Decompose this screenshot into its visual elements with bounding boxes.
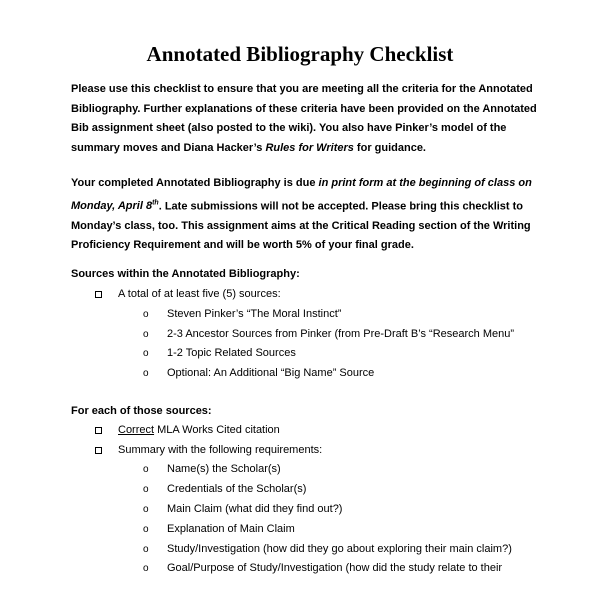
checklist-item[interactable] [95, 424, 280, 436]
checkbox[interactable] [95, 291, 102, 298]
section-heading-each-source: For each of those sources: [71, 405, 212, 417]
intro-text-end: for guidance. [353, 141, 426, 154]
bullet-icon: o [143, 308, 149, 320]
list-item [143, 562, 502, 574]
bullet-icon: o [143, 328, 149, 340]
list-item [143, 463, 281, 475]
checkbox[interactable] [95, 447, 102, 454]
bullet-icon: o [143, 483, 149, 495]
list-item-label: Credentials of the Scholar(s) [167, 483, 307, 495]
book-title: Rules for Writers [265, 141, 354, 154]
list-item-label: Goal/Purpose of Study/Investigation (how did the study relate to their [167, 562, 503, 574]
underlined-word: Correct [118, 424, 155, 436]
intro-paragraph-2 [71, 174, 541, 256]
bullet-icon: o [143, 562, 149, 574]
due-date-text: in print form at the beginning of class on Monday, April 8 [71, 177, 532, 213]
checklist-label: Summary with the following requirements: [118, 444, 323, 456]
list-item-label: Steven Pinker’s “The Moral Instinct” [167, 308, 342, 320]
bullet-icon: o [143, 543, 149, 555]
list-item-label: Explanation of Main Claim [167, 523, 295, 535]
checklist-label-rest: MLA Works Cited citation [154, 424, 280, 436]
list-item [143, 328, 514, 340]
list-item-label: 2-3 Ancestor Sources from Pinker (from Pre-Draft B’s “Research Menu” [167, 328, 515, 340]
list-item-label: 1-2 Topic Related Sources [167, 347, 296, 359]
date-suffix: th [152, 199, 159, 207]
list-item [143, 483, 306, 495]
intro-paragraph-1 [71, 80, 541, 158]
bullet-icon: o [143, 523, 149, 535]
bullet-icon: o [143, 463, 149, 475]
bullet-icon: o [143, 347, 149, 359]
list-item [143, 367, 374, 379]
list-item [143, 308, 341, 320]
page-title: Annotated Bibliography Checklist [146, 42, 454, 66]
list-item-label: Study/Investigation (how did they go about exploring their main claim?) [167, 543, 512, 555]
bullet-icon: o [143, 503, 149, 515]
checkbox[interactable] [95, 427, 102, 434]
checklist-item[interactable] [95, 288, 281, 300]
intro-text: Please use this checklist to ensure that you are meeting all the criteria for the Annotated Bibliography. Further explanations of these criteria have been provided on the Annotated Bib assignment sheet (also posted to the wiki). You also have Pinker’s model of the summary moves and Diana Hacker’s [71, 83, 537, 154]
checklist-label: A total of at least five (5) sources: [118, 288, 281, 300]
list-item-label: Main Claim (what did they find out?) [167, 503, 343, 515]
due-text-end: . Late submissions will not be accepted. Please bring this checklist to Monday’s class, too. This assignment aims at the Critical Reading section of the Writing Proficiency Requirement and will be worth 5% of your final grade. [71, 200, 531, 252]
list-item-label: Name(s) the Scholar(s) [167, 463, 281, 475]
checklist-item[interactable] [95, 444, 322, 456]
list-item [143, 347, 296, 359]
list-item [143, 523, 295, 535]
list-item [143, 503, 342, 515]
section-heading-sources: Sources within the Annotated Bibliography: [71, 268, 300, 280]
due-text: Your completed Annotated Bibliography is due [71, 177, 319, 189]
bullet-icon: o [143, 367, 149, 379]
list-item-label: Optional: An Additional “Big Name” Source [167, 367, 375, 379]
checklist-label [118, 424, 280, 436]
list-item [143, 543, 512, 555]
